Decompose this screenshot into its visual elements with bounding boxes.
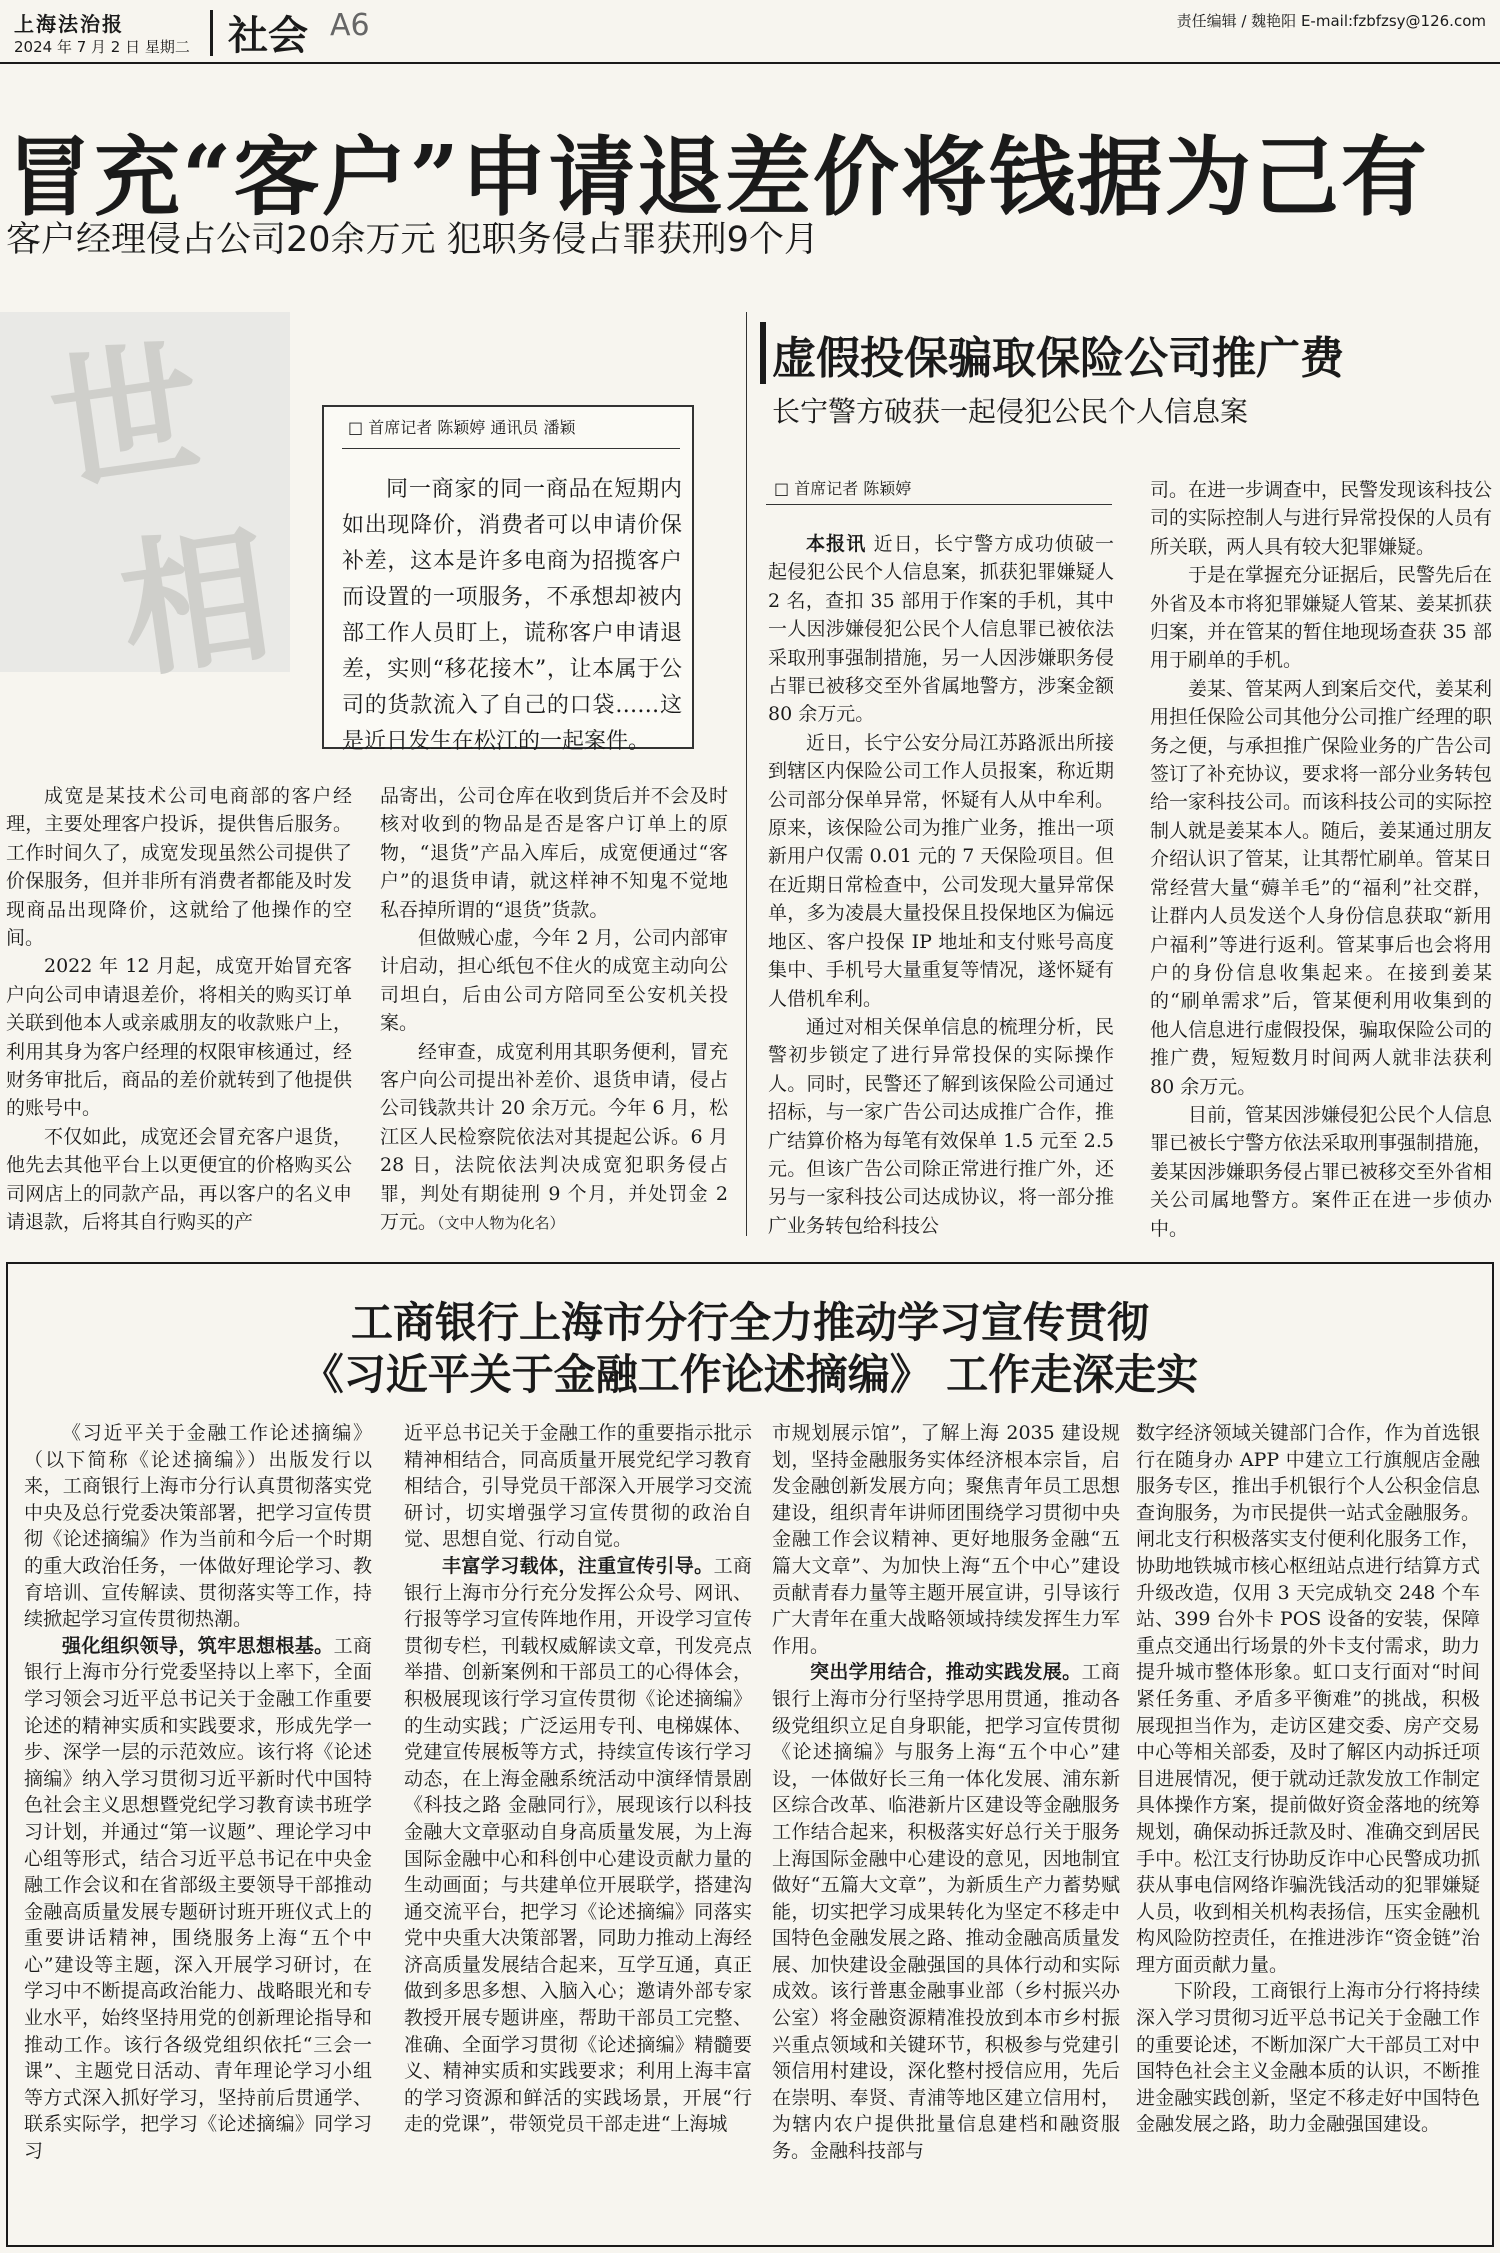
paragraph: 司。在进一步调查中，民警发现该科技公司的实际控制人与进行异常投保的人员有所关联，两人具有较大犯罪嫌疑。 (1150, 479, 1493, 558)
issue-date: 2024 年 7 月 2 日 星期二 (14, 38, 190, 56)
feature-headline: 《习近平关于金融工作论述摘编》 工作走深走实 (301, 1350, 1199, 1399)
paragraph-text: 经审查，成宽利用其职务便利，冒充客户向公司提出补差价、退货申请，侵占公司钱款共计 20 余万元。今年 6 月，松江区人民检察院依法对其提起公诉。6 月 28 日，法院依法判决成宽犯职务侵占罪，判处有期徒刑 9 个月，并处罚金 2 万元。 (380, 1040, 728, 1234)
main-subhead: 客户经理侵占公司20余万元 犯职务侵占罪获刑9个月 (6, 220, 819, 260)
paragraph: 目前，管某因涉嫌侵犯公民个人信息罪已被长宁警方依法采取刑事强制措施，姜某因涉嫌职务侵占罪已被移交至外省相关公司属地警方。案件正在进一步侦办中。 (1150, 1103, 1493, 1240)
paragraph (404, 1553, 752, 2138)
dateline: 本报讯 (806, 533, 867, 555)
main-story-column-2 (380, 782, 728, 1238)
paragraph-text: 工商银行上海市分行坚持学思用贯通，推动各级党组织立足自身职能，把学习宣传贯彻《论述摘编》与服务上海“五个中心”建设，一体做好长三角一体化发展、浦东新区综合改革、临港新片区建设等金融服务工作结合起来，积极落实好总行关于服务上海国际金融中心建设的意见，因地制宜做好“五篇大文章”，为新质生产力蓄势赋能，切实把学习成果转化为坚定不移走中国特色金融发展之路、推动金融高质量发展、加快建设金融强国的具体行动和实际成效。该行普惠金融事业部（乡村振兴办公室）将金融资源精准投放到本市乡村振兴重点领域和关键环节，积极参与党建引领信用村建设，深化整村授信应用，先后在崇明、奉贤、青浦等地区建立信用村，为辖内农户提供批量信息建档和融资服务。金融科技部与 (772, 1661, 1120, 2163)
byline-rule (766, 504, 1112, 505)
byline-rule (342, 448, 680, 449)
paragraph-text: 近平总书记关于金融工作的重要指示批示精神相结合，同高质量开展党纪学习教育相结合，引导党员干部深入开展学习交流研讨，切实增强学习宣传贯彻的政治自觉、思想自觉、行动自觉。 (404, 1422, 752, 1551)
header-rule (0, 62, 1500, 64)
feature-column-2 (404, 1420, 752, 2138)
side-byline: □ 首席记者 陈颖婷 (774, 479, 912, 498)
paragraph: 近日，长宁公安分局江苏路派出所接到辖区内保险公司工作人员报案，称近期公司部分保单异常，怀疑有人从中牟利。原来，该保险公司为推广业务，推出一项新用户仅需 0.01 元的 7 天保险项目。但在近期日常检查中，公司发现大量异常保单，多为凌晨大量投保且投保地区为偏远地区、客户投保 IP 地址和支付账号高度集中、手机号大量重复等情况，遂怀疑有人借机牟利。 (768, 731, 1114, 1010)
side-story-column-2 (1150, 476, 1492, 1243)
main-lede: 同一商家的同一商品在短期内如出现降价，消费者可以申请价保补差，这本是许多电商为招揽客户而设置的一项服务，不承想却被内部工作人员盯上，谎称客户申请退差，实则“移花接木”，让本属于公司的货款流入了自己的口袋……这是近日发生在松江的一起案件。 (342, 477, 682, 754)
paragraph-text: 近日，长宁警方成功侦破一起侵犯公民个人信息案，抓获犯罪嫌疑人 2 名，查扣 35 部用于作案的手机，其中一人因涉嫌侵犯公民个人信息罪已被依法采取刑事强制措施，另一人因涉嫌职务侵占罪已被移交至外省属地警方，涉案金额 80 余万元。 (768, 533, 1114, 726)
paragraph-text: 下阶段，工商银行上海市分行将持续深入学习贯彻习近平总书记关于金融工作的重要论述，不断加深广大干部员工对中国特色社会主义金融本质的认识，不断推进金融实践创新，坚定不移走好中国特色金融发展之路，助力金融强国建设。 (1136, 1980, 1480, 2136)
headline-accent-bar (760, 322, 766, 384)
paragraph (768, 530, 1114, 729)
section-name: 社会 (228, 12, 308, 59)
page-number: A6 (330, 8, 370, 43)
paragraph: 2022 年 12 月起，成宽开始冒充客户向公司申请退差价，将相关的购买订单关联到他本人或亲戚朋友的收款账户上，利用其身为客户经理的权限审核通过，经财务审批后，商品的差价就转到了他提供的账号中。 (6, 955, 352, 1120)
paragraph-lead: 强化组织领导，筑牢思想根基。 (62, 1634, 334, 1657)
paragraph-lead: 突出学用结合，推动实践发展。 (810, 1661, 1082, 1684)
paragraph (404, 1420, 752, 1553)
paragraph (772, 1659, 1120, 2164)
masthead: 上海法治报 (14, 12, 124, 36)
side-story-column-1 (768, 530, 1114, 1240)
paragraph: 于是在掌握充分证据后，民警先后在外省及本市将犯罪嫌疑人管某、姜某抓获归案，并在管某的暂住地现场查获 35 部用于刷单的手机。 (1150, 564, 1493, 672)
editor-credit: 责任编辑 / 魏艳阳 E-mail:fzbfzsy@126.com (1176, 12, 1486, 30)
paragraph: 不仅如此，成宽还会冒充客户退货，他先去其他平台上以更便宜的价格购买公司网店上的同款产品，再以客户的名义申请退款，后将其自行购买的产 (6, 1125, 352, 1234)
header-divider (210, 10, 213, 56)
main-story-column-1 (6, 782, 352, 1237)
main-headline: 冒充“客户”申请退差价将钱据为己有 (6, 127, 1429, 228)
paragraph: 通过对相关保单信息的梳理分析，民警初步锁定了进行异常投保的实际操作人。同时，民警还了解到该保险公司通过招标，与一家广告公司达成推广合作，推广结算价格为每笔有效保单 1.5 元至 2.5 元。但该广告公司除正常进行推广外，还另与一家科技公司达成协议，将一部分推广业务转包给科技公 (768, 1015, 1114, 1237)
paragraph (772, 1420, 1120, 1659)
paragraph (1136, 1420, 1480, 1978)
decor-character: 世 (40, 320, 211, 514)
paragraph (24, 1420, 372, 1633)
paragraph-text: 数字经济领域关键部门合作，作为首选银行在随身办 APP 中建立工行旗舰店金融服务专区，推出手机银行个人公积金信息查询服务，为市民提供一站式金融服务。闸北支行积极落实支付便利化服务工作，协助地铁城市核心枢纽站点进行结算方式升级改造，仅用 3 天完成轨交 248 个车站、399 台外卡 POS 设备的安装，保障重点交通出行场景的外卡支付需求，助力提升城市整体形象。虹口支行面对“时间紧任务重、矛盾多平衡难”的挑战，积极展现担当作为，走访区建交委、房产交易中心等相关部委，及时了解区内动拆迁项目进展情况，便于就动迁款发放工作制定具体操作方案，提前做好资金落地的统筹规划，确保动拆迁款及时、准确交到居民手中。松江支行协助反诈中心民警成功抓获从事电信网络诈骗洗钱活动的犯罪嫌疑人员，收到相关机构表扬信，压实金融机构风险防控责任，在推进涉诈“资金链”治理方面贡献力量。 (1136, 1422, 1480, 1976)
feature-column-4 (1136, 1420, 1480, 2138)
paragraph: 姜某、管某两人到案后交代，姜某利用担任保险公司其他分公司推广经理的职务之便，与承担推广保险业务的广告公司签订了补充协议，要求将一部分业务转包给一家科技公司。而该科技公司的实际控制人就是姜某本人。随后，姜某通过朋友介绍认识了管某，让其帮忙刷单。管某日常经营大量“薅羊毛”的“福利”社交群，让群内人员发送个人身份信息获取“新用户福利”等进行返利。管某事后也会将用户的身份信息收集起来。在接到姜某的“刷单需求”后，管某便利用收集到的他人信息进行虚假投保，骗取保险公司的推广费，短短数月时间两人就非法获利 80 余万元。 (1150, 677, 1493, 1098)
paragraph (1136, 1978, 1480, 2138)
paragraph (380, 1038, 728, 1238)
paragraph-text: 工商银行上海市分行党委坚持以上率下，全面学习领会习近平总书记关于金融工作重要论述的精神实质和实践要求，形成先学一步、深学一层的示范效应。该行将《论述摘编》纳入学习贯彻习近平新时代中国特色社会主义思想暨党纪学习教育读书班学习计划，并通过“第一议题”、理论学习中心组等形式，结合习近平总书记在中央金融工作会议和在省部级主要领导干部推动金融高质量发展专题研讨班开班仪式上的重要讲话精神，围绕服务上海“五个中心”建设等主题，深入开展学习研讨，在学习中不断提高政治能力、战略眼光和专业水平，始终坚持用党的创新理论指导和推动工作。该行各级党组织依托“三会一课”、主题党日活动、青年理论学习小组等方式深入抓好学习，坚持前后贯通学、联系实际学，把学习《论述摘编》同学习习 (24, 1634, 372, 2163)
paragraph: 成宽是某技术公司电商部的客户经理，主要处理客户投诉，提供售后服务。工作时间久了，成宽发现虽然公司提供了价保服务，但并非所有消费者都能及时发现商品出现降价，这就给了他操作的空间。 (6, 785, 352, 950)
decor-character: 相 (110, 506, 281, 700)
paragraph-text: 市规划展示馆”，了解上海 2035 建设规划，坚持金融服务实体经济根本宗旨，启发金融创新发展方向；聚焦青年员工思想建设，组织青年讲师团围绕学习贯彻中央金融工作会议精神、更好地服务金融“五篇大文章”、为加快上海“五个中心”建设贡献青春力量等主题开展宣讲，引导该行广大青年在重大战略领域持续发挥生力军作用。 (772, 1422, 1120, 1657)
paragraph: 但做贼心虚，今年 2 月，公司内部审计启动，担心纸包不住火的成宽主动向公司坦白，后由公司方陪同至公安机关投案。 (380, 927, 728, 1035)
feature-column-1 (24, 1420, 372, 2165)
name-note: （文中人物为化名） (437, 1214, 565, 1233)
side-headline: 虚假投保骗取保险公司推广费 (772, 333, 1344, 384)
main-byline: □ 首席记者 陈颖婷 通讯员 潘颖 (348, 418, 576, 437)
feature-column-3 (772, 1420, 1120, 2165)
paragraph: 品寄出，公司仓库在收到货后并不会及时核对收到的物品是否是客户订单上的原物，“退货”产品入库后，成宽便通过“客户”的退货申请，就这样神不知鬼不觉地私吞掉所谓的“退货”货款。 (380, 785, 728, 921)
paragraph (24, 1633, 372, 2165)
feature-headline: 工商银行上海市分行全力推动学习宣传贯彻 (350, 1298, 1149, 1347)
side-subhead: 长宁警方破获一起侵犯公民个人信息案 (772, 395, 1249, 428)
paragraph-text: 工商银行上海市分行充分发挥公众号、网讯、行报等学习宣传阵地作用，开设学习宣传贯彻专栏，刊载权威解读文章，刊发亮点举措、创新案例和干部员工的心得体会，积极展现该行学习宣传贯彻《论述摘编》的生动实践；广泛运用专刊、电梯媒体、党建宣传展板等方式，持续宣传该行学习动态，在上海金融系统活动中演绎情景剧《科技之路 金融同行》，展现该行以科技金融大文章驱动自身高质量发展，为上海国际金融中心和科创中心建设贡献力量的生动画面；与共建单位开展联学，搭建沟通交流平台，把学习《论述摘编》同落实党中央重大决策部署，同助力推动上海经济高质量发展结合起来，互学互通，真正做到多思多想、入脑入心；邀请外部专家教授开展专题讲座，帮助干部员工完整、准确、全面学习贯彻《论述摘编》精髓要义、精神实质和实践要求；利用上海丰富的学习资源和鲜活的实践场景，开展“行走的党课”，带领党员干部走进“上海城 (404, 1554, 752, 2136)
paragraph-text: 《习近平关于金融工作论述摘编》（以下简称《论述摘编》）出版发行以来，工商银行上海市分行认真贯彻落实党中央及总行党委决策部署，把学习宣传贯彻《论述摘编》作为当前和今后一个时期的重大政治任务，一体做好理论学习、教育培训、宣传解读、贯彻落实等工作，持续掀起学习宣传贯彻热潮。 (24, 1422, 372, 1631)
paragraph-lead: 丰富学习载体，注重宣传引导。 (442, 1554, 714, 1577)
column-divider (746, 312, 747, 1236)
